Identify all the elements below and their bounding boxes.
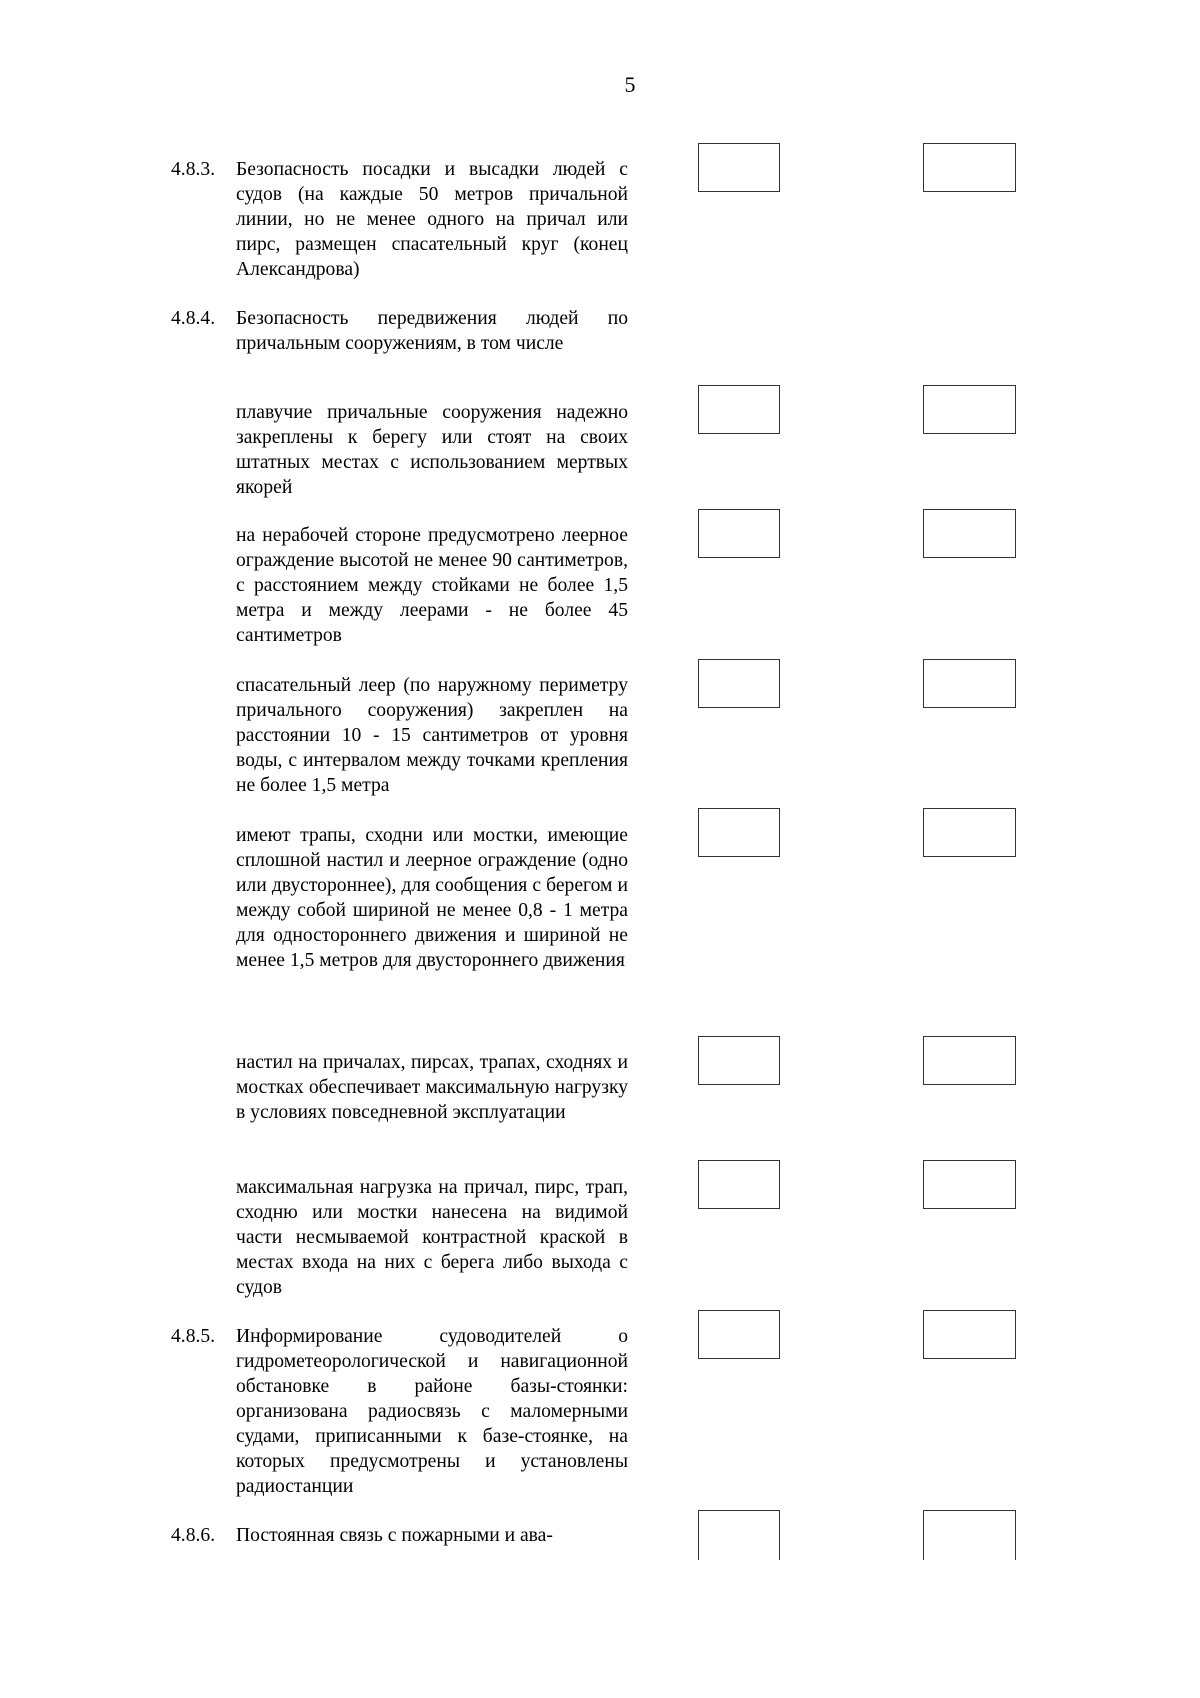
checkbox-no-4-8-6[interactable] <box>923 1510 1016 1560</box>
checkbox-no-max-load[interactable] <box>923 1160 1016 1209</box>
checkbox-yes-4-8-6[interactable] <box>698 1510 780 1560</box>
checkbox-yes-4-8-3[interactable] <box>698 143 780 192</box>
item-text: плавучие причальные сооружения надежно закреплены к берегу или стоят на своих штатных местах с использованием мертвых якорей <box>236 402 628 498</box>
checkbox-yes-railing[interactable] <box>698 509 780 558</box>
item-text: Информирование судоводителей о гидрометеорологической и навигационной обстановке в районе базы-стоянки: организована радиосвязь с маломерными судами, приписанными к базе-стоянке, на которых предусмотрены и установлены радиостанции <box>236 1326 628 1497</box>
item-text: спасательный леер (по наружному периметру причального сооружения) закреплен на расстоянии 10 - 15 сантиметров от уровня воды, с интервалом между точками крепления не более 1,5 метра <box>236 675 628 796</box>
item-number: 4.8.6. <box>171 1525 216 1546</box>
checkbox-no-gangways[interactable] <box>923 808 1016 857</box>
checkbox-no-4-8-3[interactable] <box>923 143 1016 192</box>
item-text: имеют трапы, сходни или мостки, имеющие сплошной настил и леерное ограждение (одно или двустороннее), для сообщения с берегом и между собой шириной не менее 0,8 - 1 метра для одностороннего движения и шириной не менее 1,5 метров для двустороннего движения <box>236 825 628 971</box>
item-text: настил на причалах, пирсах, трапах, сходнях и мостках обеспечивает максимальную нагрузку в условиях повседневной эксплуатации <box>236 1052 628 1123</box>
checkbox-no-4-8-5[interactable] <box>923 1310 1016 1359</box>
checkbox-no-floating-berths[interactable] <box>923 385 1016 434</box>
checkbox-yes-lifeline[interactable] <box>698 659 780 708</box>
item-text: Безопасность передвижения людей по причальным сооружениям, в том числе <box>236 308 628 354</box>
checkbox-yes-floating-berths[interactable] <box>698 385 780 434</box>
checkbox-yes-max-load[interactable] <box>698 1160 780 1209</box>
item-number: 4.8.3. <box>171 159 216 180</box>
page-number: 5 <box>624 72 636 97</box>
checkbox-no-lifeline[interactable] <box>923 659 1016 708</box>
item-number: 4.8.4. <box>171 308 216 329</box>
item-number: 4.8.5. <box>171 1326 216 1347</box>
checkbox-yes-gangways[interactable] <box>698 808 780 857</box>
item-text: на нерабочей стороне предусмотрено леерное ограждение высотой не менее 90 сантиметров, с расстоянием между стойками не более 1,5 метра и между леерами - не более 45 сантиметров <box>236 525 628 646</box>
checkbox-no-decking[interactable] <box>923 1036 1016 1085</box>
item-text: максимальная нагрузка на причал, пирс, трап, сходню или мостки нанесена на видимой части несмываемой контрастной краской в местах входа на них с берега либо выхода с судов <box>236 1177 628 1298</box>
checkbox-yes-4-8-5[interactable] <box>698 1310 780 1359</box>
item-text: Постоянная связь с пожарными и ава- <box>236 1525 553 1546</box>
checkbox-yes-decking[interactable] <box>698 1036 780 1085</box>
item-text: Безопасность посадки и высадки людей с судов (на каждые 50 метров причальной линии, но не менее одного на причал или пирс, размещен спасательный круг (конец Александрова) <box>236 159 628 280</box>
checkbox-no-railing[interactable] <box>923 509 1016 558</box>
